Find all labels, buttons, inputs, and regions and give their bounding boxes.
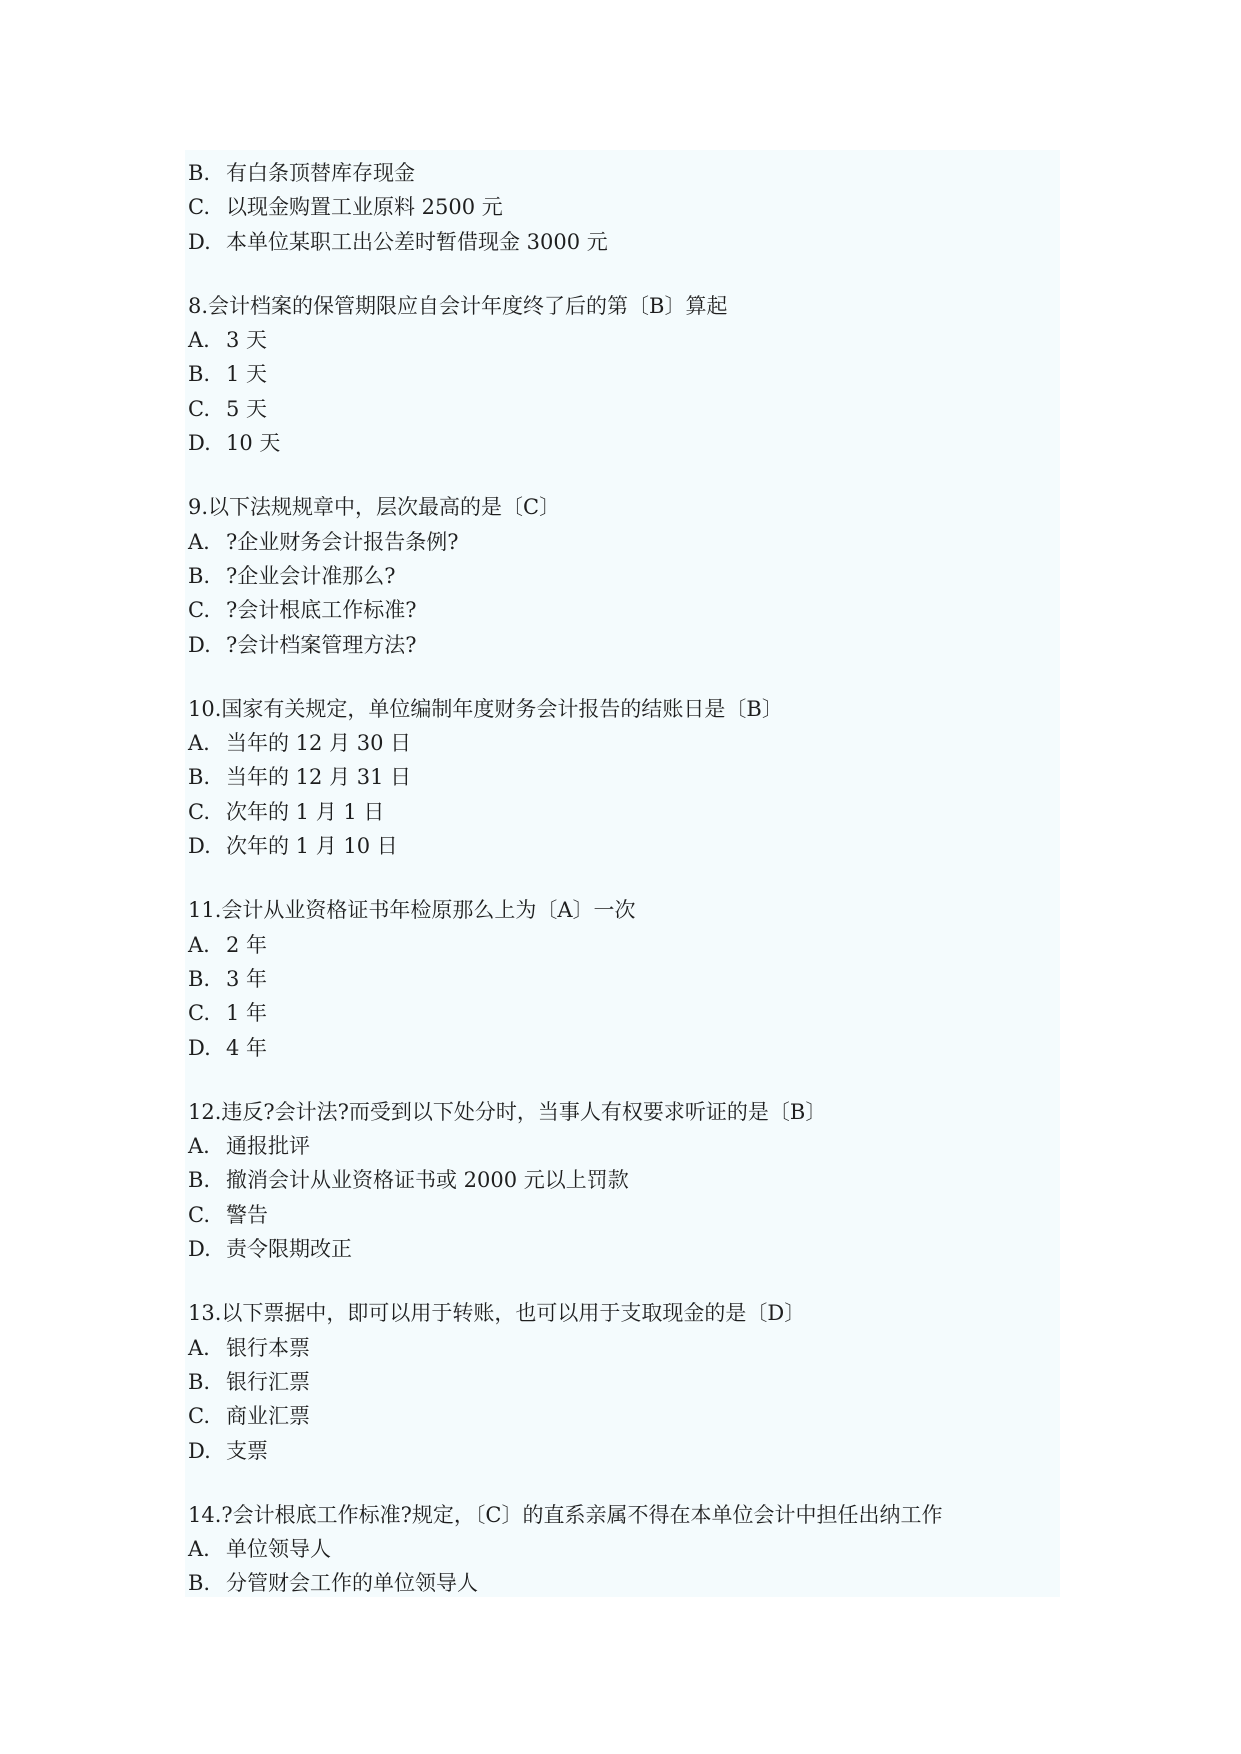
option-letter: A.	[188, 328, 210, 353]
option-line	[188, 1365, 1048, 1399]
option-line	[188, 996, 1048, 1030]
option-line	[188, 1129, 1048, 1163]
option-line	[188, 628, 1048, 662]
option-line	[188, 1532, 1048, 1566]
option-line	[188, 357, 1048, 391]
option-line	[188, 525, 1048, 559]
option-letter: B.	[188, 1571, 211, 1596]
option-text: 单位领导人	[226, 1537, 331, 1562]
option-text: 警告	[226, 1202, 268, 1227]
option-text: 2 年	[226, 932, 268, 957]
option-text: ?会计根底工作标准?	[226, 598, 417, 623]
option-letter: D.	[188, 1438, 211, 1463]
option-line	[188, 1163, 1048, 1197]
option-line	[188, 559, 1048, 593]
option-text: 1 年	[226, 1001, 268, 1026]
option-line	[188, 1566, 1048, 1600]
option-letter: D.	[188, 431, 211, 456]
option-line	[188, 190, 1048, 224]
question-block	[188, 692, 1048, 863]
question-text: 12.违反?会计法?而受到以下处分时，当事人有权要求听证的是〔B〕	[188, 1099, 827, 1124]
question-gap	[188, 863, 1048, 893]
option-line	[188, 1434, 1048, 1468]
option-letter: A.	[188, 1134, 210, 1159]
question-gap	[188, 1468, 1048, 1498]
question-gap	[188, 259, 1048, 289]
option-text: ?企业财务会计报告条例?	[226, 529, 459, 554]
option-line	[188, 962, 1048, 996]
option-text: 3 年	[226, 966, 268, 991]
question-text: 11.会计从业资格证书年检原那么上为〔A〕一次	[188, 898, 636, 923]
question-block	[188, 1498, 1048, 1601]
question-list	[188, 156, 1048, 1601]
question-text: 8.会计档案的保管期限应自会计年度终了后的第〔B〕算起	[188, 293, 728, 318]
option-line	[188, 593, 1048, 627]
option-line	[188, 760, 1048, 794]
option-letter: B.	[188, 1369, 211, 1394]
option-line	[188, 426, 1048, 460]
option-line	[188, 323, 1048, 357]
question-text: 9.以下法规规章中，层次最高的是〔C〕	[188, 495, 561, 520]
option-text: 当年的 12 月 31 日	[226, 765, 412, 790]
question-gap	[188, 460, 1048, 490]
option-line	[188, 156, 1048, 190]
option-letter: C.	[188, 598, 210, 623]
question-block	[188, 289, 1048, 460]
option-text: 3 天	[226, 328, 268, 353]
question-text: 13.以下票据中，即可以用于转账，也可以用于支取现金的是〔D〕	[188, 1301, 806, 1326]
question-gap	[188, 1266, 1048, 1296]
option-text: 以现金购置工业原料 2500 元	[226, 195, 503, 220]
option-text: 支票	[226, 1438, 268, 1463]
option-text: 有白条顶替库存现金	[226, 161, 415, 185]
option-line	[188, 1331, 1048, 1365]
option-letter: C.	[188, 799, 210, 824]
option-line	[188, 726, 1048, 760]
option-letter: C.	[188, 1001, 210, 1026]
option-letter: C.	[188, 1404, 210, 1429]
option-letter: D.	[188, 1237, 211, 1262]
question-text: 14.?会计根底工作标准?规定，〔C〕的直系亲属不得在本单位会计中担任出纳工作	[188, 1502, 943, 1527]
option-letter: D.	[188, 834, 211, 859]
option-letter: B.	[188, 765, 211, 790]
option-text: 次年的 1 月 1 日	[226, 799, 385, 824]
option-letter: B.	[188, 1168, 211, 1193]
option-text: 5 天	[226, 396, 268, 421]
question-block	[188, 1095, 1048, 1266]
option-text: 当年的 12 月 30 日	[226, 731, 412, 756]
option-letter: D.	[188, 632, 211, 657]
option-text: 10 天	[226, 431, 281, 456]
option-line	[188, 225, 1048, 259]
option-letter: B.	[188, 161, 211, 185]
question-block	[188, 490, 1048, 661]
option-letter: A.	[188, 1537, 210, 1562]
option-text: 次年的 1 月 10 日	[226, 834, 398, 859]
option-line	[188, 392, 1048, 426]
option-text: 银行本票	[226, 1335, 310, 1360]
question-block	[188, 893, 1048, 1064]
option-letter: A.	[188, 529, 210, 554]
option-text: 4 年	[226, 1035, 268, 1060]
option-text: 商业汇票	[226, 1404, 310, 1429]
option-letter: C.	[188, 1202, 210, 1227]
option-text: ?企业会计准那么?	[226, 563, 396, 588]
option-line	[188, 829, 1048, 863]
option-letter: B.	[188, 362, 211, 387]
option-line	[188, 1232, 1048, 1266]
option-line	[188, 1198, 1048, 1232]
option-text: 通报批评	[226, 1134, 310, 1159]
option-letter: A.	[188, 932, 210, 957]
option-text: 责令限期改正	[226, 1237, 352, 1262]
question-gap	[188, 662, 1048, 692]
option-text: 撤消会计从业资格证书或 2000 元以上罚款	[226, 1168, 629, 1193]
question-gap	[188, 1065, 1048, 1095]
option-text: 本单位某职工出公差时暂借现金 3000 元	[226, 229, 608, 254]
option-letter: C.	[188, 396, 210, 421]
option-text: 分管财会工作的单位领导人	[226, 1571, 478, 1596]
option-letter: A.	[188, 1335, 210, 1360]
option-line	[188, 795, 1048, 829]
option-line	[188, 1399, 1048, 1433]
option-letter: B.	[188, 563, 211, 588]
option-letter: B.	[188, 966, 211, 991]
option-letter: A.	[188, 731, 210, 756]
option-text: 银行汇票	[226, 1369, 310, 1394]
option-line	[188, 928, 1048, 962]
option-letter: D.	[188, 1035, 211, 1060]
option-line	[188, 1031, 1048, 1065]
question-block	[188, 1296, 1048, 1467]
option-letter: D.	[188, 229, 211, 254]
option-text: 1 天	[226, 362, 268, 387]
option-letter: C.	[188, 195, 210, 220]
option-text: ?会计档案管理方法?	[226, 632, 417, 657]
question-text: 10.国家有关规定，单位编制年度财务会计报告的结账日是〔B〕	[188, 696, 783, 721]
